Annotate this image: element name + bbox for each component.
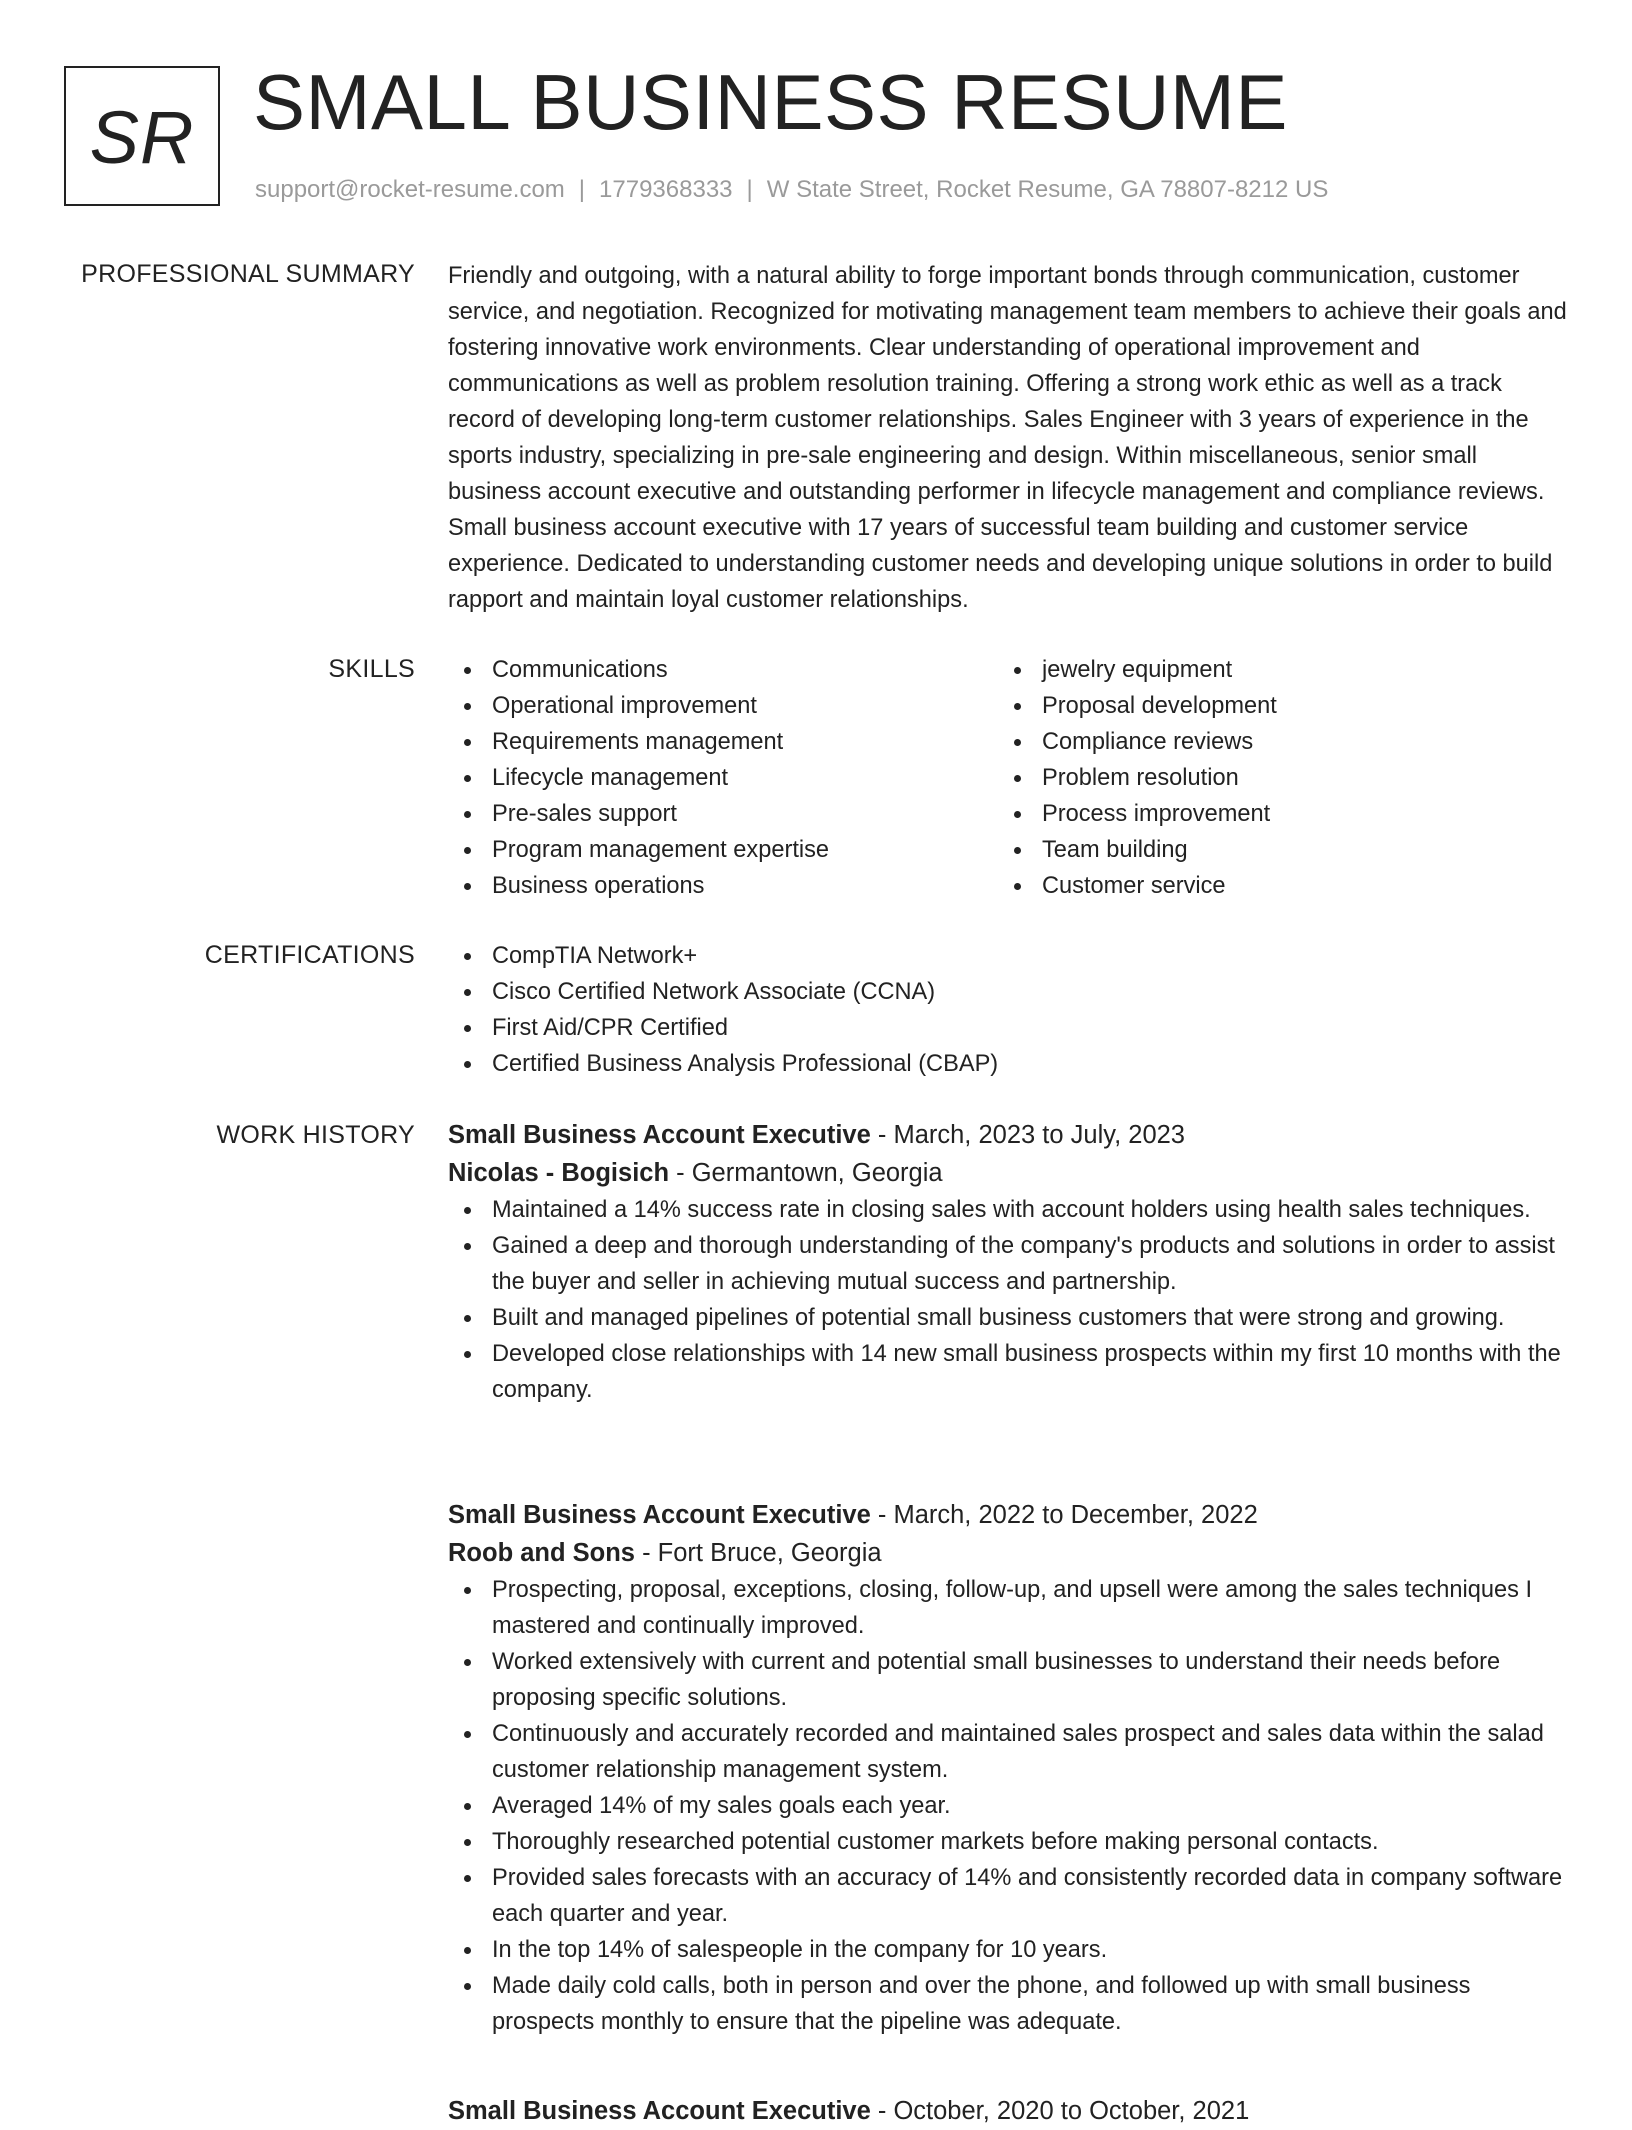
job-title: Small Business Account Executive xyxy=(448,1501,871,1529)
job-entry xyxy=(448,1116,1572,1408)
monogram-badge xyxy=(64,66,220,206)
contact-phone: 1779368333 xyxy=(599,176,733,203)
list-item: Proposal development xyxy=(998,688,1548,724)
list-item: Problem resolution xyxy=(998,760,1548,796)
list-item: Gained a deep and thorough understanding of the company's products and solutions in order to assist the buyer and seller in achieving mutual success and partnership. xyxy=(448,1228,1572,1300)
list-item: Worked extensively with current and potential small businesses to understand their needs before proposing specific solutions. xyxy=(448,1644,1572,1716)
job-dates: - October, 2020 to October, 2021 xyxy=(870,2097,1250,2125)
list-item: Cisco Certified Network Associate (CCNA) xyxy=(448,974,1572,1010)
contact-email: support@rocket-resume.com xyxy=(255,176,565,203)
list-item: Pre-sales support xyxy=(448,796,998,832)
list-item: Customer service xyxy=(998,868,1548,904)
list-item: Developed close relationships with 14 new small business prospects within my first 10 months with the company. xyxy=(448,1336,1572,1408)
job-location: - Fort Bruce, Georgia xyxy=(635,1539,882,1567)
section-heading-work-history: WORK HISTORY xyxy=(216,1121,415,1149)
job-location: - Germantown, Georgia xyxy=(669,1159,943,1187)
list-item: Team building xyxy=(998,832,1548,868)
list-item: Certified Business Analysis Professional (CBAP) xyxy=(448,1046,1572,1082)
section-heading-skills: SKILLS xyxy=(328,655,415,683)
list-item: Process improvement xyxy=(998,796,1548,832)
job-title: Small Business Account Executive xyxy=(448,1121,871,1149)
job-company-line xyxy=(448,1534,1572,1572)
list-item: Requirements management xyxy=(448,724,998,760)
resume-title: SMALL BUSINESS RESUME xyxy=(253,58,1288,146)
job-bullets xyxy=(448,1572,1572,2040)
job-company-line xyxy=(448,1154,1572,1192)
section-heading-certifications: CERTIFICATIONS xyxy=(204,941,415,969)
list-item: Operational improvement xyxy=(448,688,998,724)
list-item: Communications xyxy=(448,652,998,688)
list-item: Made daily cold calls, both in person and over the phone, and followed up with small business prospects monthly to ensure that the pipeline was adequate. xyxy=(448,1968,1572,2040)
job-title-line xyxy=(448,1116,1572,1154)
job-company: Roob and Sons xyxy=(448,1539,635,1567)
list-item: Provided sales forecasts with an accuracy of 14% and consistently recorded data in company software each quarter and year. xyxy=(448,1860,1572,1932)
contact-separator: | xyxy=(578,176,586,203)
monogram-initials: SR xyxy=(89,95,195,179)
list-item: Continuously and accurately recorded and maintained sales prospect and sales data within the salad customer relationship management system. xyxy=(448,1716,1572,1788)
list-item: Prospecting, proposal, exceptions, closing, follow-up, and upsell were among the sales techniques I mastered and continually improved. xyxy=(448,1572,1572,1644)
job-title-line xyxy=(448,2092,1572,2130)
list-item: Thoroughly researched potential customer markets before making personal contacts. xyxy=(448,1824,1572,1860)
section-heading-summary: PROFESSIONAL SUMMARY xyxy=(81,260,415,288)
certifications-body xyxy=(448,938,1572,1082)
list-item: First Aid/CPR Certified xyxy=(448,1010,1572,1046)
certifications-list xyxy=(448,938,1572,1082)
contact-line xyxy=(255,175,1328,205)
contact-separator: | xyxy=(746,176,753,203)
job-title-line xyxy=(448,1496,1572,1534)
list-item: Program management expertise xyxy=(448,832,998,868)
list-item: Maintained a 14% success rate in closing sales with account holders using health sales techniques. xyxy=(448,1192,1572,1228)
list-item: CompTIA Network+ xyxy=(448,938,1572,974)
job-entry xyxy=(448,2092,1572,2130)
summary-body xyxy=(448,258,1572,618)
job-dates: - March, 2022 to December, 2022 xyxy=(870,1501,1258,1529)
summary-text: Friendly and outgoing, with a natural ability to forge important bonds through communication, customer service, and negotiation. Recognized for motivating management team members to achieve their goals and fostering innovative work environments. Clear understanding of operational improvement and communications as well as problem resolution training. Offering a strong work ethic as well as a track record of developing long-term customer relationships. Sales Engineer with 3 years of experience in the sports industry, specializing in pre-sale engineering and design. Within miscellaneous, senior small business account executive and outstanding performer in lifecycle management and compliance reviews. Small business account executive with 17 years of successful team building and customer service experience. Dedicated to understanding customer needs and developing unique solutions in order to build rapport and maintain loyal customer relationships. xyxy=(448,263,1567,613)
contact-address: W State Street, Rocket Resume, GA 78807-8212 US xyxy=(766,176,1329,203)
skills-list-right xyxy=(998,652,1548,904)
list-item: jewelry equipment xyxy=(998,652,1548,688)
job-company: Nicolas - Bogisich xyxy=(448,1159,670,1187)
list-item: Business operations xyxy=(448,868,998,904)
list-item: Lifecycle management xyxy=(448,760,998,796)
job-bullets xyxy=(448,1192,1572,1408)
list-item: Compliance reviews xyxy=(998,724,1548,760)
skills-body xyxy=(448,652,1572,904)
list-item: Averaged 14% of my sales goals each year. xyxy=(448,1788,1572,1824)
job-entry xyxy=(448,1496,1572,2040)
job-dates: - March, 2023 to July, 2023 xyxy=(870,1121,1185,1149)
list-item: In the top 14% of salespeople in the company for 10 years. xyxy=(448,1932,1572,1968)
skills-list-left xyxy=(448,652,998,904)
job-title: Small Business Account Executive xyxy=(448,2097,871,2125)
list-item: Built and managed pipelines of potential small business customers that were strong and growing. xyxy=(448,1300,1572,1336)
